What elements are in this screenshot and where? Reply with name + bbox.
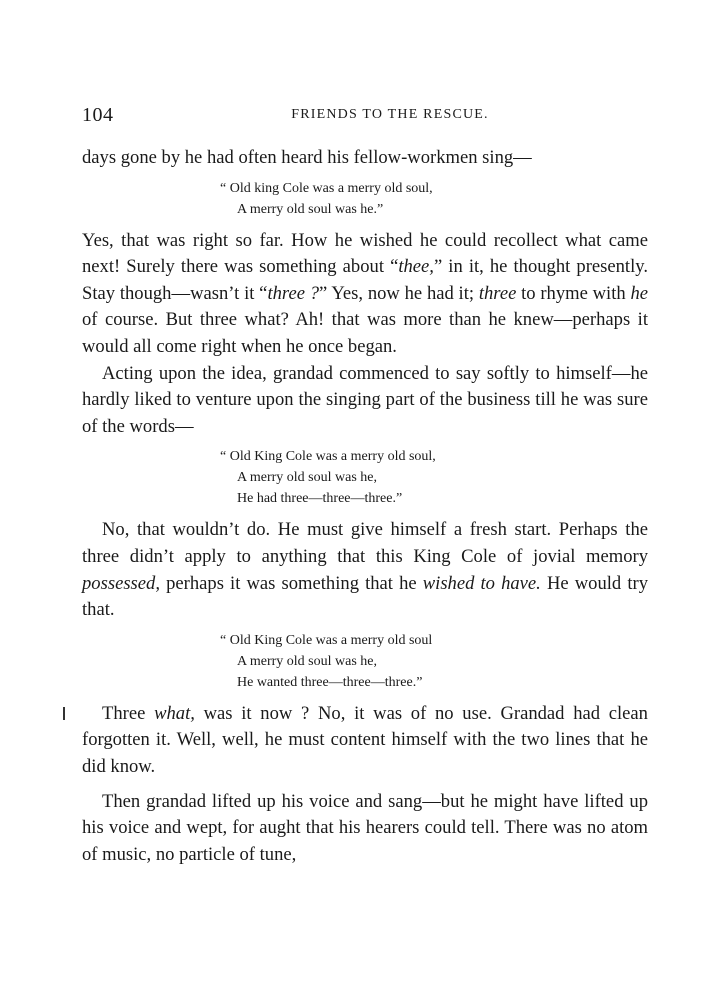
running-title: FRIENDS TO THE RESCUE. bbox=[291, 107, 489, 122]
page-header bbox=[82, 104, 648, 132]
verse-2-line-2: A merry old soul was he, bbox=[237, 470, 377, 486]
paragraph-6: Then grandad lifted up his voice and sang—but he might have lifted up his voice and wept, for aught that his hearers could tell. There was no atom of music, no particle of tune, bbox=[82, 790, 648, 865]
paragraph-5 bbox=[82, 701, 648, 781]
paragraph-3: Acting upon the idea, grandad commenced to say softly to himself—he hardly liked to venture upon the singing part of the business till he was sure of the words— bbox=[82, 362, 648, 437]
emphasis-he: he bbox=[630, 282, 648, 304]
paragraph-1: days gone by he had often heard his fellow-workmen sing— bbox=[82, 147, 532, 168]
verse-3-line-2: A merry old soul was he, bbox=[237, 653, 377, 669]
emphasis-possessed: possessed, bbox=[82, 572, 160, 594]
paragraph-5-text-2: was it now ? No, it was of no use. Grandad had clean forgotten it. Well, well, he must content himself with the two lines that he did know. bbox=[82, 702, 648, 777]
paragraph-2 bbox=[82, 228, 648, 361]
verse-2 bbox=[220, 446, 648, 509]
verse-2-line-3: He had three—three—three.” bbox=[237, 491, 403, 507]
paragraph-2-text-2: ” in it, he thought presently. Stay though—wasn’t it “ bbox=[82, 256, 648, 304]
page-body bbox=[82, 145, 648, 868]
paragraph-4-text-2: perhaps it was something that he bbox=[160, 572, 423, 594]
paragraph-4 bbox=[82, 517, 648, 623]
paragraph-2-text-3: ” Yes, now he had it; bbox=[319, 282, 479, 304]
page-number: 104 bbox=[82, 104, 114, 126]
emphasis-what: what, bbox=[154, 702, 195, 724]
emphasis-three-question: three ? bbox=[267, 282, 320, 304]
paragraph-2-text-4: to rhyme with bbox=[516, 282, 631, 304]
verse-2-line-1: “ Old King Cole was a merry old soul, bbox=[220, 449, 436, 465]
verse-1 bbox=[220, 178, 648, 220]
verse-3-line-3: He wanted three—three—three.” bbox=[237, 674, 423, 690]
paragraph-2-text-5: of course. But three what? Ah! that was more than he knew—perhaps it would all come right when he once began. bbox=[82, 309, 648, 357]
verse-1-line-1: “ Old king Cole was a merry old soul, bbox=[220, 180, 433, 196]
paragraph-4-text-3: He would try that. bbox=[82, 572, 648, 621]
emphasis-thee: thee, bbox=[398, 256, 434, 278]
paragraph-2-text-1: Yes, that was right so far. How he wished he could recollect what came next! Surely there was something about “ bbox=[82, 229, 648, 278]
paragraph-5-text-1: Three bbox=[102, 702, 155, 724]
verse-3-line-1: “ Old King Cole was a merry old soul bbox=[220, 632, 433, 648]
margin-mark bbox=[63, 707, 65, 720]
paragraph-4-text-1: No, that wouldn’t do. He must give himself a fresh start. Perhaps the three didn’t apply to anything that this King Cole of jovial memory bbox=[82, 519, 648, 567]
emphasis-three: three bbox=[478, 282, 517, 304]
emphasis-wished: wished to have. bbox=[422, 572, 541, 594]
verse-1-line-2: A merry old soul was he.” bbox=[237, 201, 384, 217]
verse-3 bbox=[220, 630, 648, 693]
